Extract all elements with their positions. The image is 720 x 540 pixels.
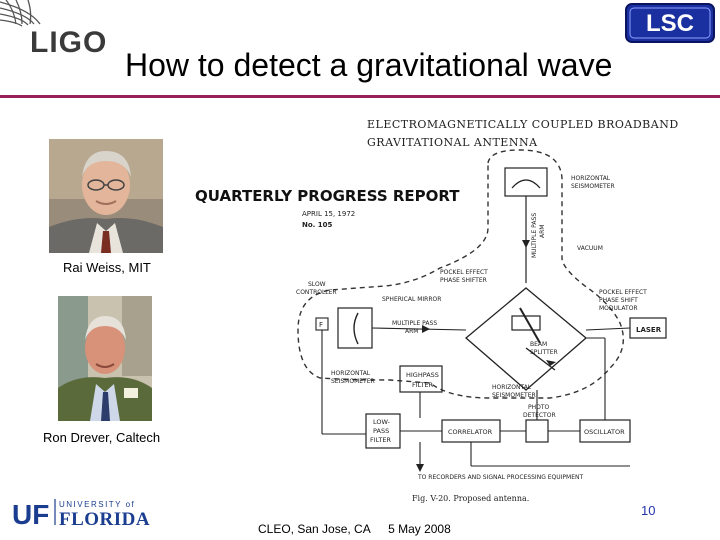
label-hseis-top-2: SEISMOMETER [571,183,615,190]
uf-university-of: UNIVERSITY of [59,500,136,509]
label-slow-controller-2: CONTROLLER [296,289,337,296]
page-title: How to detect a gravitational wave [125,47,613,83]
label-mpa-vertical-1: MULTIPLE PASS [531,212,538,258]
svg-text:F: F [319,321,324,329]
label-lowpass-2: PASS [373,427,390,435]
label-beam-splitter-2: SPLITTER [530,349,558,356]
report-title: QUARTERLY PROGRESS REPORT [195,187,460,205]
label-vacuum: VACUUM [577,245,603,252]
footer-conference: CLEO, San Jose, CA [258,522,371,536]
label-pockel-right-1: POCKEL EFFECT [599,289,647,296]
photo-caption-ron-drever: Ron Drever, Caltech [43,430,161,445]
label-photo-detector-1: PHOTO [528,404,550,411]
diagram-heading-line1: ELECTROMAGNETICALLY COUPLED BROADBAND [367,118,679,131]
label-hseis-top-1: HORIZONTAL [571,175,611,182]
diagram-caption: Fig. V-20. Proposed antenna. [412,494,530,503]
photo-rai-weiss [49,139,163,253]
photo-ron-drever [58,296,152,421]
report-number: No. 105 [302,221,333,229]
label-correlator: CORRELATOR [448,428,493,436]
label-pockel-right-2: PHASE SHIFT [599,297,638,304]
page-number: 10 [641,503,656,518]
footer-date: 5 May 2008 [388,522,451,536]
diagram-heading-line2: GRAVITATIONAL ANTENNA [367,136,538,149]
label-pockel-left-2: PHASE SHIFTER [440,277,487,284]
label-hseis-left-2: SEISMOMETER [331,378,375,385]
ligo-logo: LIGO [30,26,108,59]
uf-letters: UF [12,499,50,529]
label-mpa-1: MULTIPLE PASS [392,320,438,327]
label-recorders: TO RECORDERS AND SIGNAL PROCESSING EQUIPMENT [418,474,584,481]
label-slow-controller-1: SLOW [308,281,326,288]
footer [258,522,465,536]
label-lowpass-3: FILTER [370,436,391,444]
label-hseis-left-1: HORIZONTAL [331,370,371,377]
label-highpass-2: FILTER [412,381,433,389]
report-date: APRIL 15, 1972 [302,210,356,218]
lsc-logo [625,3,715,43]
uf-florida: FLORIDA [59,509,151,529]
label-photo-detector-2: DETECTOR [523,412,556,419]
label-mpa-vertical-2: ARM [539,224,546,238]
label-hseis-mid-1: HORIZONTAL [492,384,532,391]
label-oscillator: OSCILLATOR [584,428,625,436]
label-pockel-left-1: POCKEL EFFECT [440,269,488,276]
photo-caption-rai-weiss: Rai Weiss, MIT [63,260,151,275]
title-divider [0,95,720,98]
lsc-logo-text: LSC [646,10,694,37]
label-laser: LASER [636,326,662,334]
label-spherical-mirror: SPHERICAL MIRROR [382,296,442,303]
label-mpa-2: ARM [405,328,419,335]
label-highpass-1: HIGHPASS [406,371,439,379]
label-beam-splitter-1: BEAM [530,341,548,348]
university-of-florida-logo [12,497,162,529]
label-pockel-right-3: MODULATOR [599,305,638,312]
label-hseis-mid-2: SEISMOMETER [492,392,536,399]
label-lowpass-1: LOW- [373,418,391,426]
gravitational-antenna-diagram [190,108,690,508]
